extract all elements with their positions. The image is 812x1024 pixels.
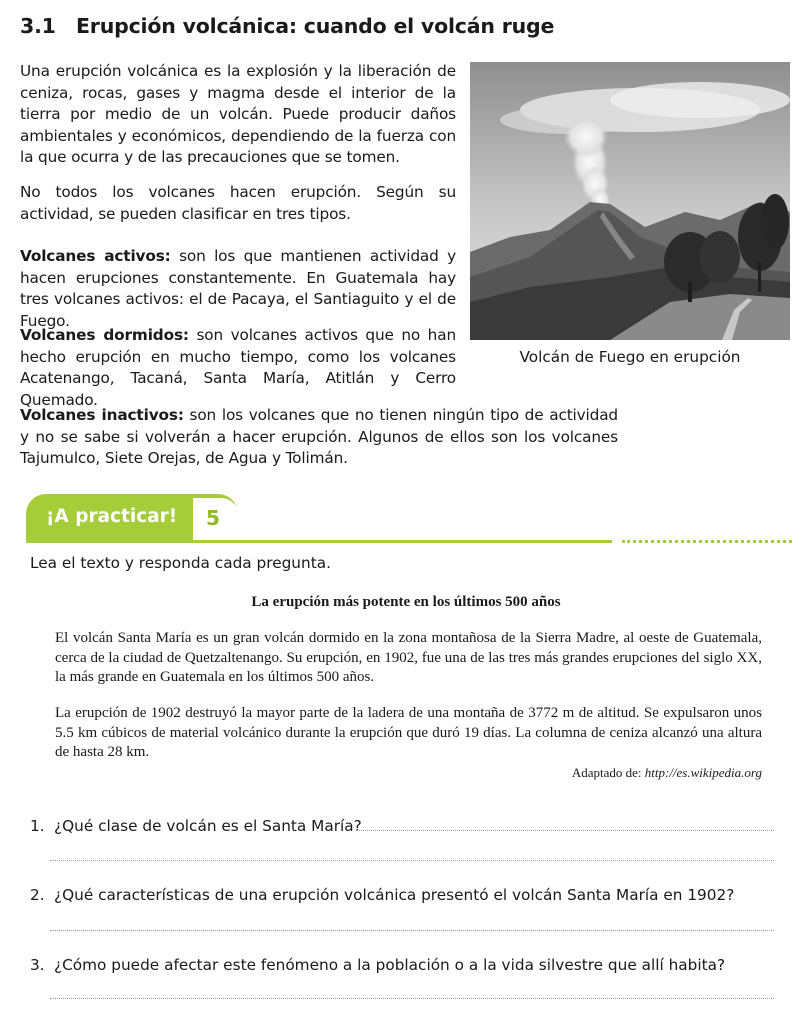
- page-title: [20, 14, 554, 38]
- practice-instruction: Lea el texto y responda cada pregunta.: [30, 554, 331, 572]
- practice-label: ¡A practicar!: [46, 506, 178, 527]
- article-paragraph-1: El volcán Santa María es un gran volcán dormido en la zona montañosa de la Sierra Madre, al oeste de Guatemala, cerca de la ciudad de Quetzaltenango. Su erupción, en 1902, fue una de las tres más grandes erupciones del siglo XX, la más grande en Guatemala en los últimos 500 años.: [55, 630, 762, 685]
- divider-dotted: [622, 540, 792, 543]
- question-text: ¿Cómo puede afectar este fenómeno a la población o a la vida silvestre que allí habita?: [54, 956, 726, 974]
- divider-solid: [26, 540, 612, 543]
- question-1: [30, 817, 362, 835]
- question-number: 3.: [30, 956, 45, 974]
- question-number: 2.: [30, 886, 45, 904]
- question-text: ¿Qué clase de volcán es el Santa María?: [54, 817, 362, 835]
- volcano-photo: [470, 62, 790, 340]
- practice-number: 5: [206, 506, 220, 530]
- type-inactivos: [20, 405, 618, 470]
- type-term: Volcanes activos:: [20, 247, 171, 265]
- source-url: http://es.wikipedia.org: [644, 765, 762, 780]
- answer-line-2[interactable]: [50, 930, 774, 931]
- intro-paragraph-1: Una erupción volcánica es la explosión y la liberación de ceniza, rocas, gases y magma desde el interior de la tierra por medio de un volcán. Puede producir daños ambientales y económicos, dependiendo de la fuerza con la que ocurra y de las precauciones que se tomen.: [20, 62, 456, 166]
- article-paragraph-2: La erupción de 1902 destruyó la mayor parte de la ladera de una montaña de 3772 m de altitud. Se expulsaron unos 5.5 km cúbicos de material volcánico durante la erupción que duró 19 días. La columna de ceniza alcanzó una altura de hasta 28 km.: [55, 705, 762, 760]
- type-text: son volcanes activos que no han hecho erupción en mucho tiempo, como los volcanes Acatenango, Tacaná, Santa María, Atitlán y Cerro Quemado.: [20, 326, 456, 409]
- article-title: La erupción más potente en los últimos 500 años: [251, 594, 561, 610]
- source-label: Adaptado de:: [571, 765, 645, 780]
- type-term: Volcanes inactivos:: [20, 406, 184, 424]
- type-dormidos: [20, 325, 456, 411]
- type-activos: [20, 246, 456, 332]
- article-source: [400, 765, 762, 781]
- intro-paragraph-2: No todos los volcanes hacen erupción. Según su actividad, se pueden clasificar en tres tipos.: [20, 183, 456, 223]
- section-title: Erupción volcánica: cuando el volcán ruge: [76, 14, 555, 38]
- answer-line-1b[interactable]: [50, 860, 774, 861]
- type-text: son los que mantienen actividad y hacen erupciones constantemente. En Guatemala hay tres volcanes activos: el de Pacaya, el Santiaguito y el de Fuego.: [20, 247, 456, 330]
- question-3: [30, 956, 725, 974]
- type-text: son los volcanes que no tienen ningún tipo de actividad y no se sabe si volverán a hacer erupción. Algunos de ellos son los volcanes Tajumulco, Siete Orejas, de Agua y Tolimán.: [20, 406, 618, 467]
- question-text: ¿Qué características de una erupción volcánica presentó el volcán Santa María en 1902?: [54, 886, 735, 904]
- question-number: 1.: [30, 817, 45, 835]
- section-number: 3.1: [20, 14, 56, 38]
- answer-line-3[interactable]: [50, 998, 774, 999]
- type-term: Volcanes dormidos:: [20, 326, 189, 344]
- answer-line-1a[interactable]: [356, 830, 774, 831]
- figure-caption: Volcán de Fuego en erupción: [519, 348, 741, 366]
- question-2: [30, 886, 734, 904]
